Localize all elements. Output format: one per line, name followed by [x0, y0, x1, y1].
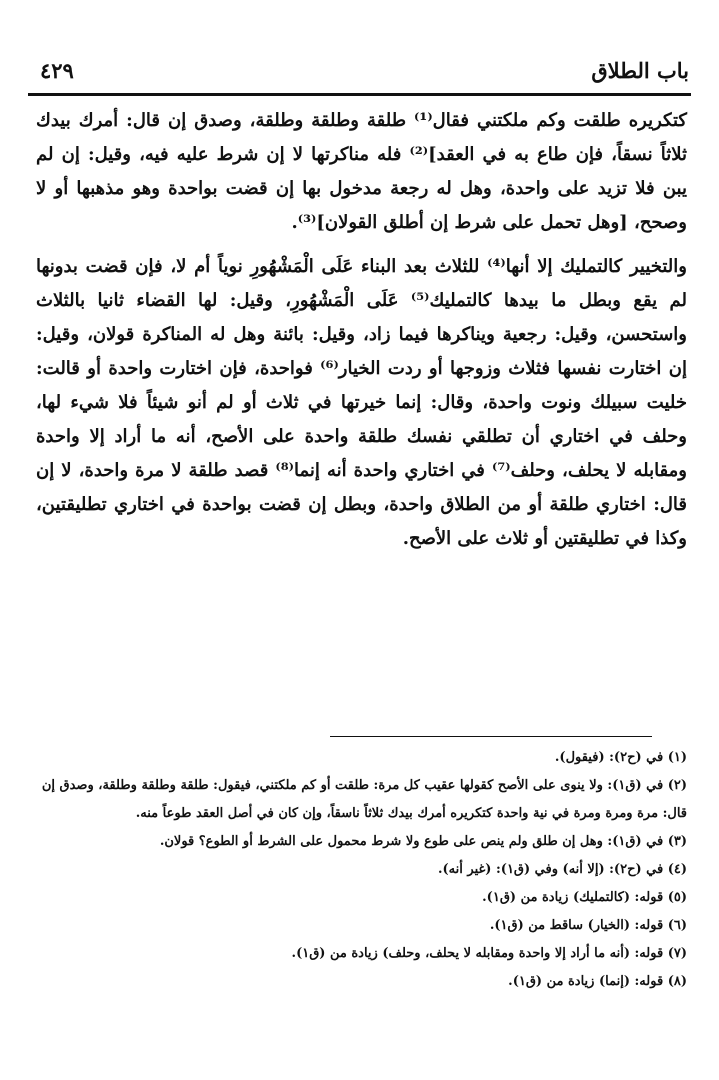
chapter-title: باب الطلاق: [591, 58, 689, 83]
paragraph: كتكريره طلقت وكم ملكتني فقال⁽¹⁾ طلقة وطلقة وطلقة، وصدق إن قال: أمرك بيدك ثلاثاً نسقاً، فإن طاع به في العقد]⁽²⁾ فله مناكرتها لا إن شرط عليه فيه، وقيل: إن لم يبن فلا تزيد على واحدة، وهل له رجعة مدخول بها إن قضت بواحدة وهو مذهبها أو لا وصحح، [وهل تحمل على شرط إن أطلق القولان]⁽³⁾.: [36, 110, 687, 233]
footnote: (٨) قوله: (إنما) زيادة من (ق١).: [508, 974, 687, 989]
footnote: (١) في (ح٢): (فيقول).: [554, 750, 687, 765]
footnote: (٥) قوله: (كالتمليك) زيادة من (ق١).: [482, 890, 687, 905]
footnote: (٣) في (ق١): وهل إن طلق ولم ينص على طوع ولا شرط محمول على الشرط أو الطوع؟ قولان.: [159, 834, 687, 849]
footnote: (٦) قوله: (الخيار) ساقط من (ق١).: [489, 918, 687, 933]
paragraph: والتخيير كالتمليك إلا أنها⁽⁴⁾ للثلاث بعد البناء عَلَى الْمَشْهُورِ نوياً أم لا، فإن قضت بدونها لم يقع وبطل ما بيدها كالتمليك⁽⁵⁾ عَلَى الْمَشْهُورِ، وقيل: لها القضاء ثانيا بالثلاث واستحسن، وقيل: رجعية ويناكرها فيما زاد، وقيل: بائنة وهل له المناكرة قولان، وقيل: إن اختارت نفسها فثلاث وزوجها أو ردت الخيار⁽⁶⁾ فواحدة، فإن اختارت واحدة أو قالت: خليت سبيلك ونوت واحدة، وقال: إنما خيرتها في ثلاث أو لم أنو شيئاً فلا شيء لها، وحلف في اختاري أن تطلقي نفسك طلقة واحدة على الأصح، أنه ما أراد إلا واحدة ومقابله لا يحلف، وحلف⁽⁷⁾ في اختاري واحدة أنه إنما⁽⁸⁾ قصد طلقة لا مرة واحدة، لا إن قال: اختاري طلقة أو من الطلاق واحدة، وبطل إن قضت بواحدة في اختاري تطليقتين، وكذا في تطليقتين أو ثلاث على الأصح.: [36, 256, 687, 549]
header-divider: [28, 93, 691, 96]
footnote-divider: [330, 736, 652, 737]
main-text: [36, 104, 687, 566]
page-number: ٤٢٩: [40, 58, 74, 83]
footnote: (٢) في (ق١): ولا ينوى على الأصح كقولها عقيب كل مرة: طلقت أو كم ملكتني، فيقول: طلقة وطلقة وطلقة، وصدق إن قال: مرة ومرة ومرة في نية واحدة كتكريره أمرك بيدك ثلاثاً ناسقاً، وإن كان في أصل العقد طوعاً منه.: [41, 778, 687, 821]
page-header: [30, 58, 689, 92]
footnote: (٤) في (ح٢): (إلا أنه) وفي (ق١): (غير أنه).: [438, 862, 687, 877]
footnotes: [36, 744, 687, 996]
footnote: (٧) قوله: (أنه ما أراد إلا واحدة ومقابله لا يحلف، وحلف) زيادة من (ق١).: [291, 946, 687, 961]
